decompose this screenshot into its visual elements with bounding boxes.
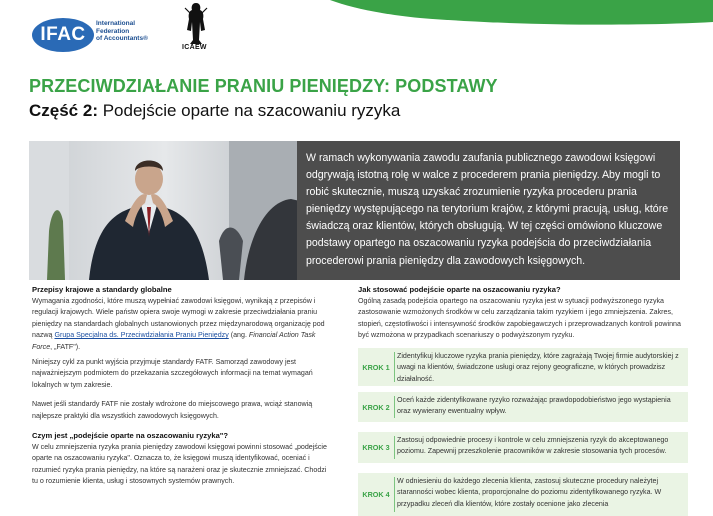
step-label: KROK 4	[362, 490, 390, 499]
step-card	[358, 473, 688, 516]
paragraph: Wymagania zgodności, które muszą wypełniać zawodowi księgowi, wynikają z przepisów i regulacji krajowych. Wiele państw opiera swoje wymogi w zakresie przeciwdziałania praniu pieniędzy na standardach globalnych ustanowionych przez międzynarodową organizację pod nazwą Grupa Specjalna ds. Przeciwdziałania Praniu Pieniędzy (ang. Financial Action Task Force, „FATF").	[32, 297, 325, 351]
step-card	[358, 348, 688, 386]
paragraph: W celu zmniejszenia ryzyka prania pieniędzy zawodowi księgowi powinni stosować „podejście oparte na oszacowaniu ryzyka". Oznacza to, że księgowi muszą identyfikować, oceniać i rozumieć ryzyka prania pieniędzy, na które są narażeni oraz je skutecznie zmniejszać. Chodzi tu o rozumienie klienta, usług i stosownych systemów prawnych.	[32, 443, 327, 486]
step-card	[358, 432, 688, 463]
step-text: Zidentyfikuj kluczowe ryzyka prania pieniędzy, które zagrażają Twojej firmie audytorskiej z uwagi na klientów, świadczone usługi oraz rejony geograficzne, w których prowadzisz działalność.	[397, 352, 679, 383]
ifac-logo	[32, 14, 150, 58]
fatf-link[interactable]: Grupa Specjalna ds. Przeciwdziałania Praniu Pieniędzy	[54, 331, 229, 340]
step-divider	[394, 436, 395, 459]
step-label: KROK 3	[362, 443, 390, 452]
paragraph: Niniejszy cykl za punkt wyjścia przyjmuje standardy FATF. Samorząd zawodowy jest najważniejszym podmiotem do przekazania szczegółowych informacji na temat wymagań lokalnych w tym zakresie.	[32, 358, 313, 389]
section-heading-national-vs-global: Przepisy krajowe a standardy globalne	[32, 285, 172, 294]
page-title: PRZECIWDZIAŁANIE PRANIU PIENIĘDZY: PODSTAWY	[29, 76, 498, 96]
ifac-logo-mark: IFAC	[32, 18, 94, 52]
intro-box	[297, 141, 680, 280]
paragraph: Ogólną zasadą podejścia opartego na oszacowaniu ryzyka jest w sytuacji podwyższonego ryzyka zastosowanie wzmożonych środków w celu zarządzania takim ryzykiem i jego zmniejszenia. Zakres, stopień, częstotliwości i intensywność środków zapobiegawczych i przeprowadzanych kontroli powinna być wzmożona w przypadkach scenariuszy o podwyższonym ryzyku.	[358, 297, 681, 340]
right-column	[358, 284, 688, 342]
left-column	[32, 284, 334, 488]
section-heading-how-to-apply: Jak stosować podejście oparte na oszacowaniu ryzyka?	[358, 285, 561, 294]
step-label: KROK 2	[362, 402, 390, 412]
step-label: KROK 1	[362, 362, 390, 372]
paragraph: Nawet jeśli standardy FATF nie zostały wdrożone do miejscowego prawa, wciąż stanowią najlepsze praktyki dla wszystkich zawodowych księgowych.	[32, 400, 313, 420]
page-subtitle: Część 2: Podejście oparte na szacowaniu ryzyka	[29, 101, 401, 120]
ifac-logo-text: International Federation of Accountants®	[96, 20, 148, 42]
step-divider	[394, 352, 395, 382]
step-card	[358, 392, 688, 422]
step-text: W odniesieniu do każdego zlecenia klienta, zastosuj skuteczne procedury należytej staranności wobec klienta, proporcjonalne do poziomu zidentyfikowanego ryzyka. W przypadku zleceń dla klientów, które zostały ocenione jako zlecenia	[397, 477, 662, 508]
step-text: Zastosuj odpowiednie procesy i kontrole w celu zmniejszenia ryzyk do akceptowanego poziomu. Zapewnij przeszkolenie pracowników w zakresie stosowania tych procesów.	[397, 436, 669, 456]
section-heading-risk-based-approach: Czym jest „podejście oparte na oszacowaniu ryzyka"?	[32, 431, 229, 441]
businessman-photo	[29, 141, 300, 280]
intro-text: W ramach wykonywania zawodu zaufania publicznego zawodowi księgowi odgrywają istotną rolę w walce z procederem prania pieniędzy. Aby mogli to robić skutecznie, muszą uzyskać zrozumienie ryzyka procederu prania pieniędzy występującego na terytorium krajów, z którymi pracują, usług, które świadczą oraz klientów, których obsługują. W tej części omówiono kluczowe podstawy opartego na oszacowaniu ryzyka podejścia do przeciwdziałania procederowi prania pieniędzy dla zawodowych księgowych.	[306, 152, 669, 267]
step-text: Oceń każde zidentyfikowane ryzyko rozważając prawdopodobieństwo jego wystąpienia oraz wywierany ewentualny wpływ.	[397, 396, 671, 416]
step-divider	[394, 396, 395, 418]
step-divider	[394, 477, 395, 512]
icaew-logo-text: ICAEW	[182, 44, 207, 51]
